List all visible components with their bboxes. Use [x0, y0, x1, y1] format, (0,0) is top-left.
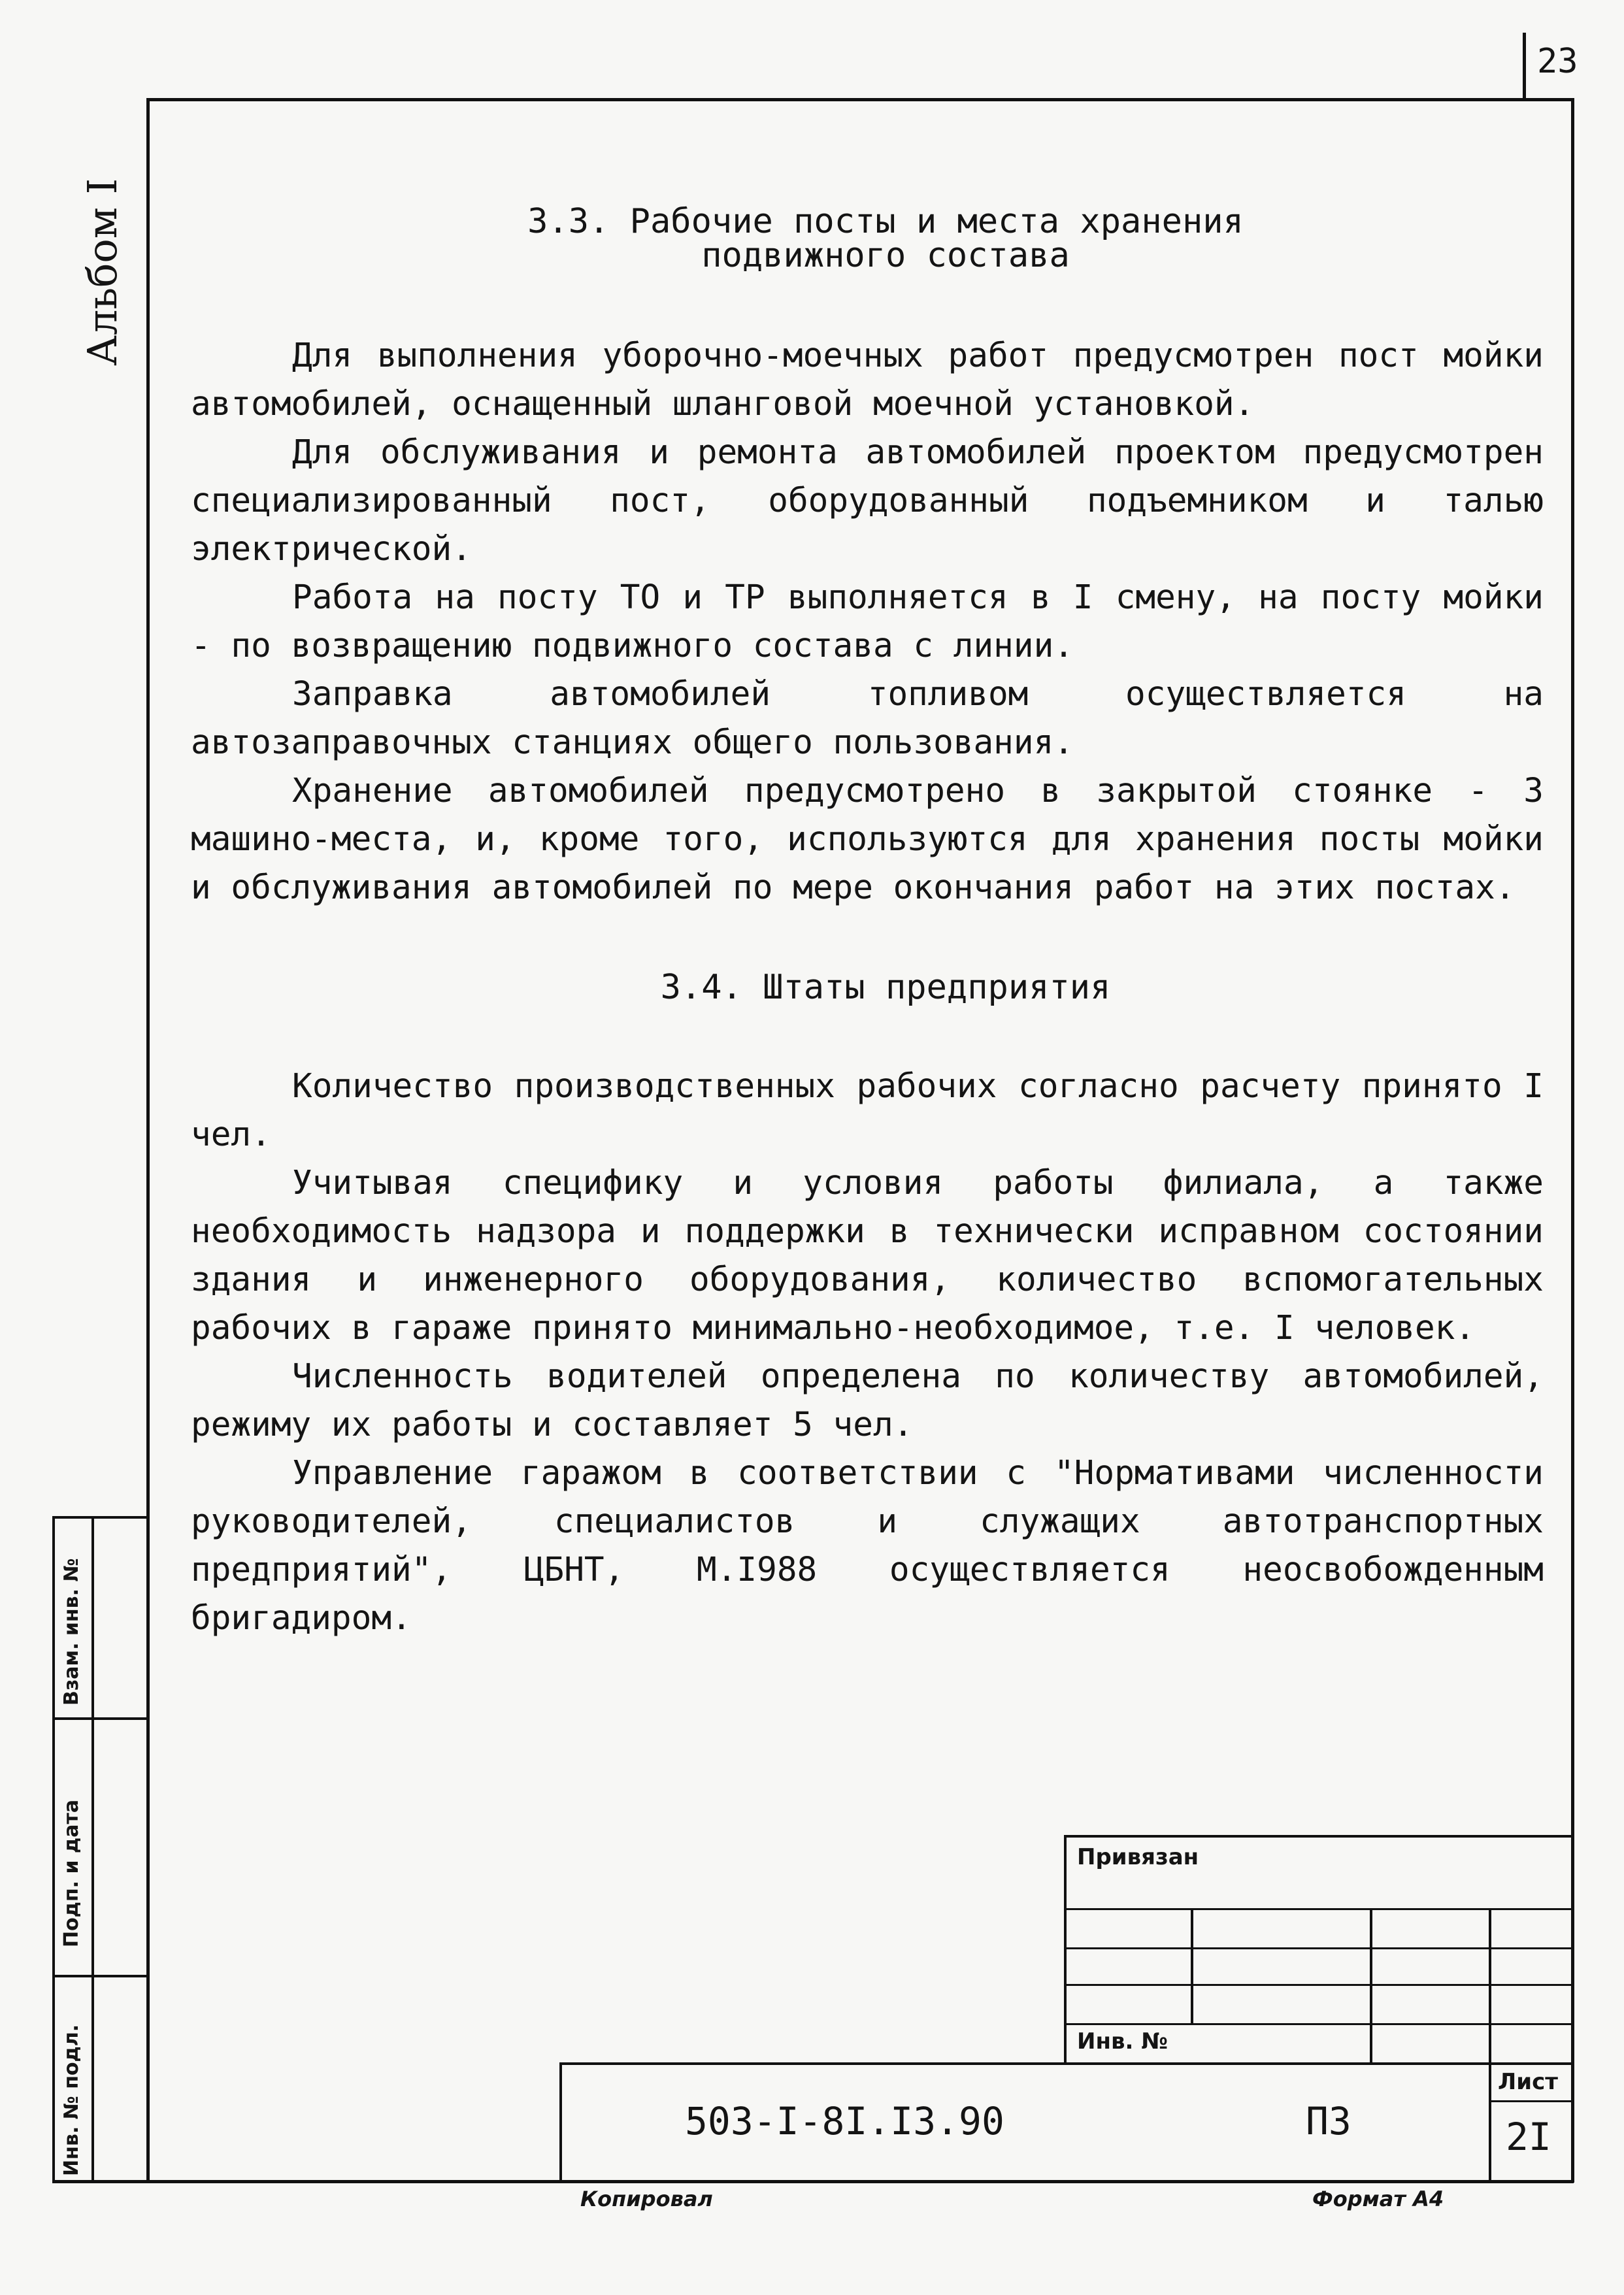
section-3-4-title: 3.4. Штаты предприятия	[660, 968, 1111, 1007]
section-3-3-title-line1: 3.3. Рабочие посты и места хранения	[527, 202, 1244, 241]
binding-row-line	[1064, 1984, 1574, 1986]
paper-format-label: Формат А4	[1312, 2187, 1444, 2211]
section-3-3-title-line2: подвижного состава	[701, 236, 1070, 275]
side-stamp-divider	[52, 1975, 149, 1977]
copied-by-label: Копировал	[580, 2187, 713, 2211]
designation-block-left	[559, 2062, 562, 2183]
section-3-4-paragraph: Количество производственных рабочих согласно расчету принято I чел.	[191, 1067, 1544, 1154]
binding-col-line	[1489, 1908, 1491, 2183]
section-3-4-paragraph: Численность водителей определена по количеству автомобилей, режиму их работы и составляет 5 чел.	[191, 1357, 1544, 1444]
section-3-3-paragraph: Хранение автомобилей предусмотрено в закрытой стоянке - 3 машино-места, и, кроме того, используются для хранения посты мойки и обслуживания автомобилей по мере окончания работ на этих постах.	[191, 772, 1544, 907]
binding-row-line	[1064, 1947, 1574, 1949]
side-stamp-inner	[91, 1516, 94, 2183]
page-number: 23	[1537, 42, 1578, 81]
side-stamp-outer	[52, 1516, 55, 2183]
binding-row-line	[1064, 2023, 1574, 2025]
binding-label: Привязан	[1077, 1844, 1199, 1870]
section-3-3-paragraph: Работа на посту ТО и ТР выполняется в I смену, на посту мойки - по возвращению подвижного состава с линии.	[191, 578, 1544, 665]
page-number-tick	[1523, 33, 1526, 101]
section-3-4-paragraph: Учитывая специфику и условия работы филиала, а также необходимость надзора и поддержки в технически исправном состоянии здания и инженерного оборудования, количество вспомогательных рабочих в гараже принято минимально-необходимое, т.е. I человек.	[191, 1164, 1544, 1347]
binding-col-line	[1370, 1908, 1372, 2064]
binding-col-line	[1191, 1908, 1193, 2023]
inventory-number-label: Инв. №	[1077, 2028, 1168, 2055]
sheet-number: 2I	[1506, 2115, 1551, 2159]
side-stamp-podp-data: Подп. и дата	[60, 1799, 83, 1947]
designation-block-top	[559, 2062, 1574, 2065]
frame-top	[149, 98, 1574, 101]
sheet-divider	[1489, 2100, 1574, 2102]
document-code: ПЗ	[1306, 2099, 1351, 2143]
binding-row-line	[1064, 1908, 1574, 1910]
binding-block-left	[1064, 1835, 1067, 2064]
side-stamp-top	[52, 1516, 149, 1519]
album-label: Альбом I	[78, 178, 126, 366]
sheet-label: Лист	[1498, 2069, 1558, 2095]
frame-right	[1571, 98, 1574, 2183]
section-3-3-paragraph: Для обслуживания и ремонта автомобилей проектом предусмотрен специализированный пост, оборудованный подъемником и талью электрической.	[191, 433, 1544, 569]
section-3-4-paragraph: Управление гаражом в соответствии с "Нормативами численности руководителей, специалистов и служащих автотранспортных предприятий", ЦБНТ, М.I988 осуществляется неосвобожденным бригадиром.	[191, 1454, 1544, 1638]
frame-left	[146, 98, 150, 2183]
document-designation: 503-I-8I.I3.90	[685, 2099, 1004, 2143]
section-3-3-paragraph: Для выполнения уборочно-моечных работ предусмотрен пост мойки автомобилей, оснащенный шланговой моечной установкой.	[191, 337, 1544, 423]
section-3-3-paragraph: Заправка автомобилей топливом осуществляется на автозаправочных станциях общего пользования.	[191, 675, 1544, 762]
side-stamp-vzam-inv: Взам. инв. №	[60, 1558, 83, 1706]
frame-bottom	[52, 2180, 1574, 2183]
side-stamp-divider	[52, 1717, 149, 1720]
binding-block-top	[1064, 1835, 1574, 1838]
side-stamp-inv-podl: Инв. № подл.	[60, 2024, 83, 2176]
